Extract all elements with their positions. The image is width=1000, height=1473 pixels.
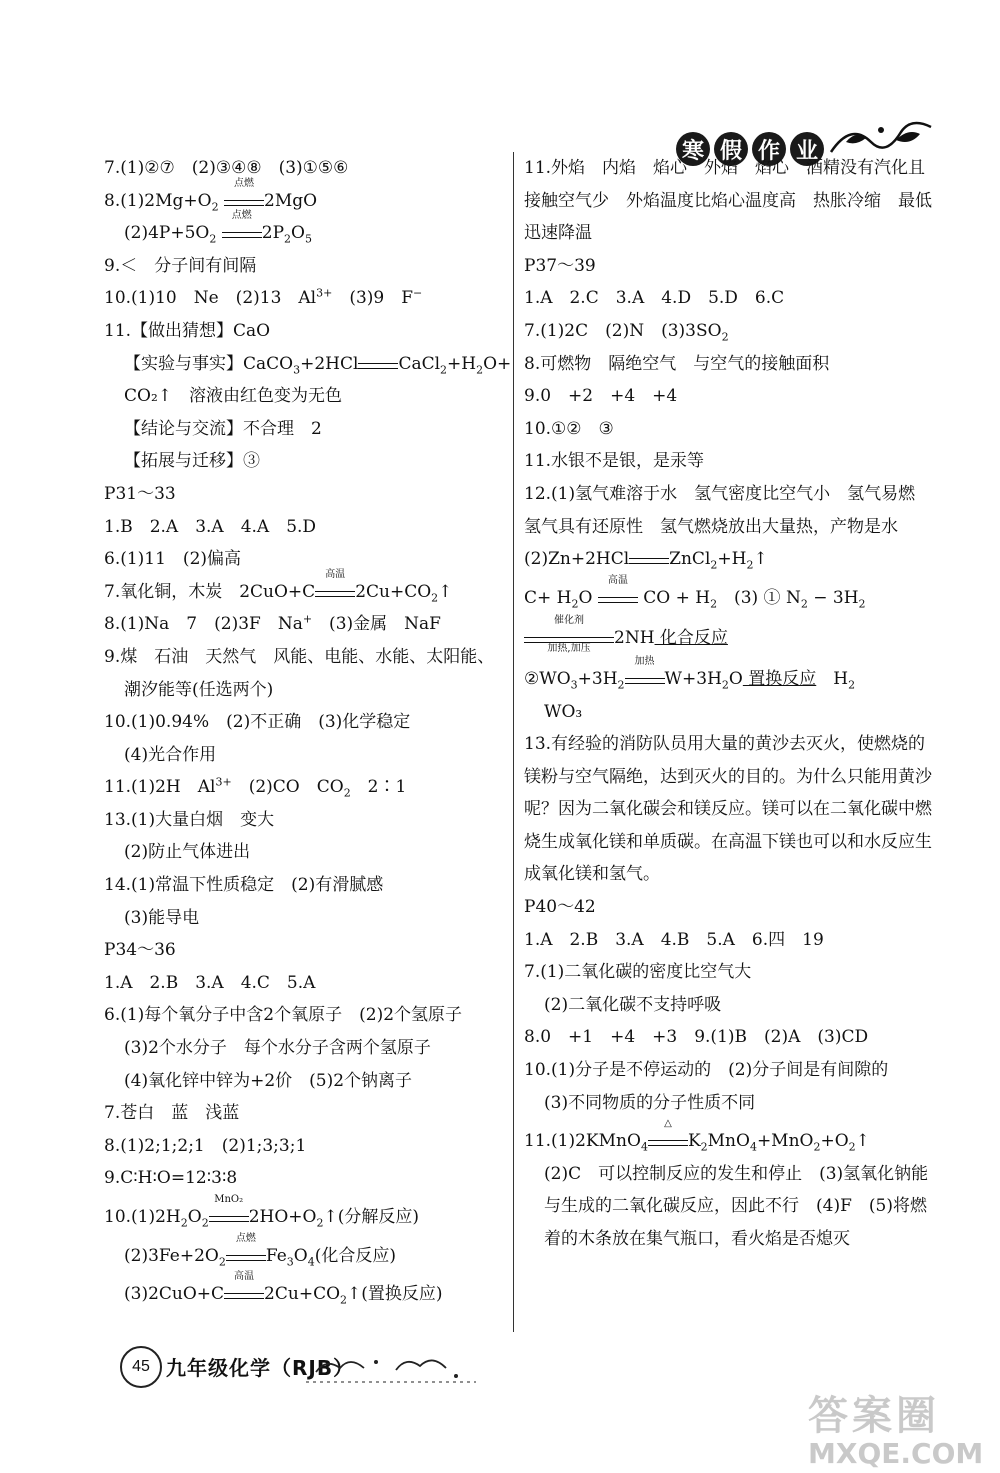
answer-line (104, 608, 504, 641)
text: O (291, 223, 305, 244)
text: 1.A 2.B 3.A 4.B 5.A 6.四 19 (524, 929, 824, 950)
condition: 点燃 (234, 177, 254, 189)
answer-line (104, 1130, 504, 1163)
reaction-arrow (226, 1232, 266, 1261)
text: 8.(1)Na 7 (2)3F Na (104, 614, 303, 635)
answer-paragraph (524, 152, 949, 250)
answer-line: 7.氧化铜，木炭 2CuO+C 高温 $2Cu+CO_2↑$ (104, 568, 453, 605)
banner-char: 业 (790, 132, 824, 166)
answer-line (104, 641, 504, 674)
answer-line (104, 543, 504, 576)
text: 7.苍白 蓝 浅蓝 (104, 1103, 240, 1124)
text: (3)2个水分子 每个水分子含两个氢原子 (124, 1038, 431, 1059)
answer-line (104, 902, 504, 935)
reaction-arrow (209, 1194, 249, 1222)
answer-line (104, 1032, 504, 1065)
reaction-arrow (629, 546, 669, 564)
answer-line: $8.(1)2Mg+O_2$ 点燃 2MgO (104, 177, 318, 213)
section-heading (104, 478, 504, 511)
text: 1.B 2.A 3.A 4.A 5.D (104, 516, 317, 537)
answer-line: 【实验与事实】CaCO$_3$+2HCl $CaCl_2+H_2O+$ (104, 348, 504, 381)
answer-line (104, 315, 504, 348)
condition: 加热,加压 (547, 643, 591, 655)
text: 2H (248, 1207, 275, 1227)
page-footer (106, 1346, 496, 1390)
text: 8.(1)2;1;2;1 (2)1;3;3;1 (104, 1135, 307, 1156)
text: 10.(1)10 Ne (2)13 Al (104, 288, 317, 309)
text: 11.(1)2H Al (104, 777, 216, 798)
charge: 3+ (215, 775, 232, 789)
reaction-arrow (315, 568, 355, 597)
text: +2HCl (300, 353, 359, 374)
text: (3)不同物质的分子性质不同 (544, 1092, 756, 1113)
watermark (808, 1384, 998, 1473)
answer-line (104, 511, 504, 544)
text: CO + H (643, 587, 711, 608)
answer-line (104, 999, 504, 1032)
charge: + (302, 612, 313, 626)
reaction-arrow (358, 351, 398, 369)
text: ②WO (524, 668, 571, 689)
text: 11.外焰 内焰 焰心 外焰 焰心 酒精没有汽化且接触空气少 外焰温度比焰心温度高 热胀冷缩 最低 迅速降温 (524, 158, 949, 244)
answer-line: $(2)3Fe+2O_2$ 点燃 $Fe_3O_4$(化合反应) (124, 1232, 396, 1268)
answer-line (524, 989, 936, 1022)
text: 11.水银不是银，是汞等 (524, 451, 705, 472)
answer-line (524, 924, 936, 957)
answer-line (104, 706, 504, 739)
answer-line (524, 696, 936, 729)
text: P37～39 (524, 255, 596, 276)
text: O (728, 668, 743, 689)
right-column (524, 152, 949, 1256)
answer-line (524, 348, 936, 381)
answer-line: (3)2CuO+C 高温 $2Cu+CO_2↑$(置换反应) (124, 1271, 443, 1307)
text: (2)3Fe+2O (124, 1245, 219, 1266)
text: MnO (707, 1131, 750, 1152)
condition: 高温 (234, 1271, 255, 1283)
text: (4)光合作用 (124, 744, 217, 765)
text: 【拓展与迁移】③ (124, 451, 260, 472)
text: +H (447, 353, 477, 374)
condition: 高温 (607, 574, 628, 586)
text: CaCl (398, 353, 441, 374)
watermark-logo: 答案圈 (808, 1393, 940, 1439)
column-divider (513, 152, 514, 1332)
text: 2Cu+CO (264, 1284, 341, 1305)
condition: 点燃 (235, 1232, 256, 1244)
text: 7.(1)②⑦ (2)③④⑧ (3)①⑤⑥ (104, 158, 349, 178)
answer-line: $②WO_3+3H_2$ 加热 $W+3H_2O$ 置换反应 $H_2$ (524, 655, 856, 692)
answer-line (524, 956, 936, 989)
answer-line (104, 445, 504, 478)
text: W+3H (664, 668, 722, 689)
answer-line (104, 836, 504, 869)
text: 10.①② ③ (524, 418, 614, 439)
answer-line (104, 380, 504, 413)
text: 2MgO (264, 190, 318, 211)
text: 7.氧化铜，木炭 2CuO+C (104, 581, 316, 602)
answer-line (104, 804, 504, 837)
text: 2Cu+CO (355, 581, 432, 602)
page-number: 45 (120, 1346, 162, 1388)
text: 13.有经验的消防队员用大量的黄沙去灭火，使燃烧的镁粉与空气隔绝，达到灭火的目的。为什么只能用黄沙呢？因为二氧化碳会和镁反应。镁可以在二氧化碳中燃烧生成氧化镁和单质碳。在高温下镁也可以和水反应生成氧化镁和氢气。 (524, 734, 932, 885)
text: CO₂↑ 溶液由红色变为无色 (124, 386, 343, 407)
charge: 3+ (316, 286, 333, 300)
text: +MnO (756, 1131, 814, 1152)
text: 12.(1)氢气难溶于水 氢气密度比空气小 氢气易燃 氢气具有还原性 氢气燃烧放出大量热，产物是水 (2)Zn+2HCl (524, 483, 933, 570)
text: P34～36 (104, 940, 176, 961)
answer-line (104, 413, 504, 446)
text: (2)C 可以控制反应的发生和停止 (3)氢氧化钠能与生成的二氧化碳反应，因此不行 (4)F (5)将燃着的木条放在集气瓶口，看火焰是否熄灭 (544, 1163, 929, 1249)
answer-line: 11.(1)2KMnO$_4$ △ $K_2MnO_4+MnO_2+O_2↑$ (524, 1118, 870, 1154)
text: 2NH (614, 628, 655, 649)
text: ↑(分解反应) (323, 1207, 419, 1227)
text: 11.【做出猜想】CaO (104, 320, 271, 341)
condition: 催化剂 (554, 615, 584, 627)
section-heading (524, 250, 936, 283)
text: (3)能导电 (124, 907, 200, 928)
text: ↑ (438, 581, 453, 602)
text: (2)4P+5O (124, 223, 210, 244)
reaction-arrow (224, 177, 264, 206)
text: 【结论与交流】不合理 2 (124, 418, 322, 439)
text: 9.＜ 分子间有间隔 (104, 255, 257, 276)
text: ↑(置换反应) (347, 1284, 443, 1305)
condition: △ (664, 1118, 672, 1130)
text: 8.(1)2Mg+O (104, 190, 212, 211)
text: 9.C∶H∶O=12∶3∶8 (104, 1168, 238, 1189)
text: O+ (483, 353, 512, 374)
condition: 加热 (634, 655, 655, 667)
answer-line (524, 445, 936, 478)
text: (化合反应) (314, 1245, 396, 1266)
text: 14.(1)常温下性质稳定 (2)有滑腻感 (104, 875, 384, 896)
banner-char: 作 (752, 132, 786, 166)
book-title: 九年级化学（RJB） (166, 1356, 355, 1380)
text: (4)氧化锌中锌为+2价 (5)2个钠离子 (124, 1070, 413, 1091)
text: O (187, 1207, 202, 1227)
condition: 高温 (325, 568, 346, 580)
section-heading (524, 891, 936, 924)
text: ↑ (753, 549, 768, 570)
text: +O (820, 1131, 849, 1152)
charge: − (413, 286, 423, 300)
text: K (687, 1131, 701, 1152)
answer-line (104, 674, 504, 707)
text: 潮汐能等(任选两个) (124, 679, 274, 700)
answer-line (524, 413, 936, 446)
section-heading (104, 934, 504, 967)
reaction-arrow (222, 210, 262, 238)
text: O (293, 1245, 308, 1266)
text: 10.(1)分子是不停运动的 (2)分子间是有间隙的 (524, 1060, 889, 1081)
answer-line (524, 380, 936, 413)
answer-line: 11.(1)2H $Al^{3+}$ (2)CO $CO_2$ 2∶1 (104, 775, 407, 800)
answer-line: $10.(1)2H_2O_2$ MnO₂ $2HO+O_2↑$(分解反应) (104, 1194, 419, 1230)
text: 9.煤 石油 天然气 风能、电能、水能、太阳能、 (104, 646, 495, 667)
banner-char: 寒 (676, 132, 710, 166)
text: 【实验与事实】CaCO (124, 353, 294, 374)
text: 2P (261, 223, 285, 244)
answer-line (524, 315, 936, 348)
text: 6.(1)每个氧分子中含2个氧原子 (2)2个氢原子 (104, 1005, 463, 1026)
answer-line (104, 869, 504, 902)
answer-line (524, 615, 936, 655)
answer-line (104, 152, 504, 185)
text: Fe (265, 1245, 287, 1266)
text: (2)防止气体进出 (124, 842, 251, 863)
text: 化合反应 (654, 628, 728, 649)
text: P40～42 (524, 897, 596, 918)
subscript: 2 (721, 330, 729, 344)
text: (3)2CuO+C (124, 1284, 225, 1305)
answer-line (104, 1065, 504, 1098)
text: 13.(1)大量白烟 变大 (104, 809, 275, 830)
text: 10.(1)2H (104, 1207, 181, 1227)
reaction-arrow (598, 574, 638, 603)
text: O (578, 587, 593, 608)
text: 1.A 2.B 3.A 4.C 5.A (104, 972, 316, 993)
text: 2∶1 (350, 777, 407, 798)
text: 7.(1)2C (2)N (3)3SO (524, 320, 722, 341)
text: 7.(1)二氧化碳的密度比空气大 (524, 962, 752, 983)
text: WO₃ (544, 701, 583, 722)
text: 10.(1)0.94% (2)不正确 (3)化学稳定 (104, 712, 411, 733)
reaction-arrow (524, 615, 614, 655)
text: − 3H (807, 587, 859, 608)
answer-line (104, 967, 504, 1000)
answer-paragraph (524, 1158, 936, 1256)
text: (3)9 F (332, 288, 414, 309)
answer-paragraph: 12.(1)氢气难溶于水 氢气密度比空气小 氢气易燃 氢气具有还原性 氢气燃烧放出大量热，产物是水 (2)Zn+2HCl $ZnCl_2+H_2↑$ (524, 483, 933, 572)
answer-line (104, 739, 504, 772)
answer-paragraph (524, 728, 936, 891)
answer-line (524, 282, 936, 315)
text: C+ H (524, 587, 572, 608)
watermark-url: MXQE.COM (808, 1437, 984, 1470)
text: (3) ① N (717, 587, 801, 608)
cloud-decoration-icon (306, 1350, 486, 1384)
answer-line (104, 282, 504, 315)
text: 8.0 +1 +4 +3 9.(1)B (2)A (3)CD (524, 1027, 869, 1048)
answer-line (104, 1162, 504, 1195)
reaction-arrow (648, 1118, 688, 1146)
text: (3)金属 NaF (312, 614, 441, 635)
text: H (816, 668, 849, 689)
text: (2)二氧化碳不支持呼吸 (544, 994, 722, 1015)
text: O+O (274, 1207, 317, 1227)
text: 6.(1)11 (2)偏高 (104, 549, 242, 570)
answer-line (524, 1021, 936, 1054)
text: 8.可燃物 隔绝空气 与空气的接触面积 (524, 353, 830, 374)
text: (2)CO CO (231, 777, 344, 798)
answer-line (104, 1097, 504, 1130)
text: ZnCl (669, 549, 711, 570)
condition: MnO₂ (214, 1194, 244, 1205)
answer-line: $(2)4P+5O_2$ 点燃 $2P_2O_5$ (124, 210, 312, 246)
text: 11.(1)2KMnO (524, 1131, 641, 1152)
text: +3H (577, 668, 618, 689)
text: 1.A 2.C 3.A 4.D 5.D 6.C (524, 288, 785, 309)
banner-char: 假 (714, 132, 748, 166)
reaction-arrow (625, 655, 665, 684)
answer-line (524, 1087, 936, 1120)
reaction-arrow (224, 1271, 264, 1299)
answer-line (524, 1054, 936, 1087)
text: 9.0 +2 +4 +4 (524, 386, 678, 407)
text: P31～33 (104, 483, 176, 504)
left-column (104, 152, 512, 1311)
answer-line: $C+ H_2O$ 高温 CO + $H_2$ (3) ① $N_2 - 3H_2$ (524, 574, 866, 611)
answer-line (104, 250, 504, 283)
condition: 点燃 (231, 210, 252, 222)
text: 置换反应 (742, 668, 817, 689)
text: +H (717, 549, 747, 570)
text: ↑ (855, 1131, 870, 1152)
